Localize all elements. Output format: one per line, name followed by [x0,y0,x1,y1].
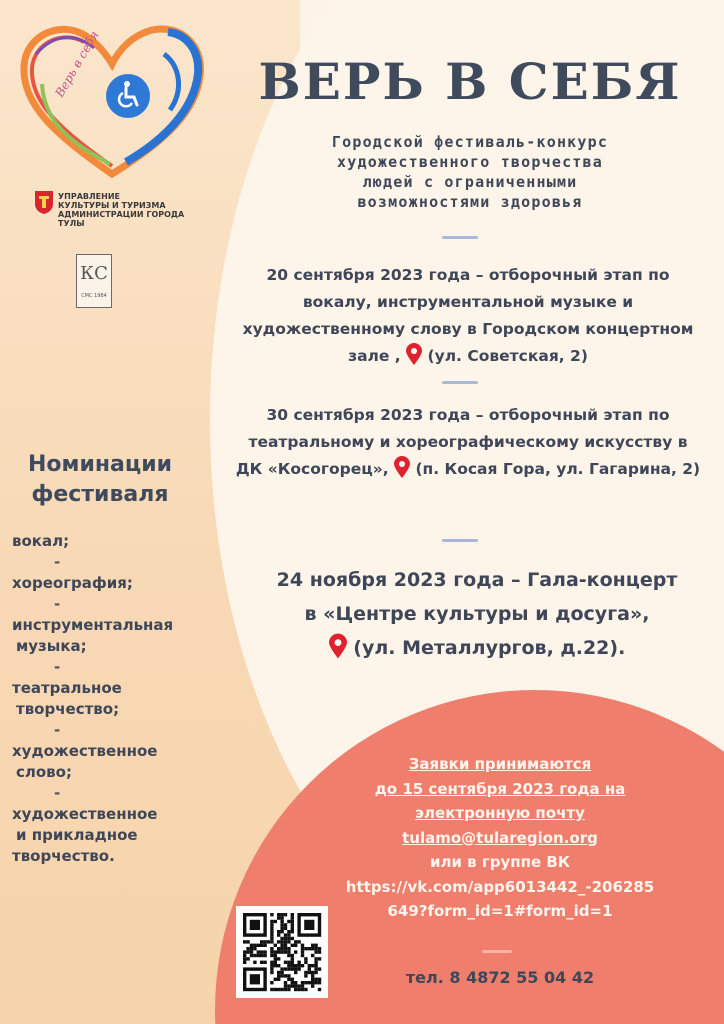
qr-module [304,988,307,991]
qr-module [287,920,290,923]
qr-module [260,950,263,953]
qr-module [246,947,249,950]
qr-module [274,957,277,960]
qr-module [308,981,311,984]
qr-module [291,916,294,919]
qr-module [263,950,266,953]
qr-module [294,950,297,953]
qr-module [318,967,321,970]
vk-link[interactable]: https://vk.com/app6013442_-206285 [345,877,655,896]
event-line: в «Центре культуры и досуга», [304,603,650,625]
qr-module [287,978,290,981]
nomination-item: хореография; [12,574,133,592]
qr-module [284,927,287,930]
qr-module [308,971,311,974]
event-address: (ул. Советская, 2) [427,347,588,365]
qr-module [250,954,253,957]
org-line2: КУЛЬТУРЫ И ТУРИЗМА [58,201,166,210]
qr-module [277,947,280,950]
qr-module [301,964,304,967]
qr-module [287,964,290,967]
application-info [330,752,670,924]
qr-module [304,981,307,984]
event-2 [212,402,724,483]
nomination-item: художественное [12,805,158,823]
event-venue: зале , [348,347,401,365]
qr-module [270,933,273,936]
qr-module [314,950,317,953]
qr-module [294,967,297,970]
separator: - [54,553,61,571]
qr-module [291,930,294,933]
qr-module [287,961,290,964]
qr-module [280,950,283,953]
qr-module [284,961,287,964]
qr-module [291,944,294,947]
email-link[interactable]: tulamo@tularegion.org [402,828,598,847]
subtitle-line: художественного творчества [337,153,603,171]
qr-module [284,967,287,970]
qr-module [314,978,317,981]
qr-module [253,944,256,947]
qr-module [284,974,287,977]
qr-module [291,937,294,940]
qr-module [301,981,304,984]
qr-module [274,944,277,947]
qr-module [294,988,297,991]
qr-module [311,954,314,957]
qr-module [284,984,287,987]
qr-module [243,954,246,957]
event-line: вокалу, инструментальной музыке и [302,293,634,311]
qr-module [294,964,297,967]
qr-module [294,971,297,974]
qr-module [277,988,280,991]
qr-module [301,988,304,991]
qr-module [291,981,294,984]
qr-module [287,940,290,943]
qr-module [270,971,273,974]
apply-line: до 15 сентября 2023 года на [374,779,626,798]
subtitle [225,132,715,212]
nomination-item: театральное [12,679,122,697]
qr-module [260,954,263,957]
qr-module [287,954,290,957]
qr-module [301,950,304,953]
separator: - [54,784,61,802]
qr-module [253,947,256,950]
qr-module [270,964,273,967]
qr-module [274,978,277,981]
qr-module [287,988,290,991]
qr-module [318,981,321,984]
qr-module [287,937,290,940]
qr-module [270,927,273,930]
qr-module [267,940,270,943]
qr-module [243,961,246,964]
qr-module [311,974,314,977]
qr-module [250,950,253,953]
qr-module [311,944,314,947]
qr-module [250,947,253,950]
qr-module [318,978,321,981]
qr-finder [250,920,260,930]
qr-module [284,937,287,940]
qr-module [274,961,277,964]
ks-letters: КС [80,263,108,284]
apply-line: электронную почту [415,804,585,822]
qr-module [277,974,280,977]
qr-module [297,961,300,964]
qr-module [243,940,246,943]
qr-module [304,971,307,974]
qr-module [280,930,283,933]
event-line: художественному слову в Городском концертном [242,320,694,338]
qr-module [260,961,263,964]
subtitle-line: возможностями здоровья [357,193,583,211]
qr-module [257,950,260,953]
event-location-line [230,631,724,665]
qr-module [287,947,290,950]
divider [442,381,478,384]
qr-module [277,940,280,943]
location-pin-icon [406,343,422,365]
event-line: 30 сентября 2023 года – отборочный этап по [266,406,670,424]
qr-module [263,944,266,947]
page-title: ВЕРЬ В СЕБЯ [258,52,682,111]
qr-module [297,967,300,970]
qr-module [287,930,290,933]
qr-module [270,967,273,970]
qr-module [318,957,321,960]
event-line: театральному и хореографическому искусству в [248,433,688,451]
qr-module [270,947,273,950]
qr-module [277,971,280,974]
event-location-line [212,456,724,483]
qr-module [277,957,280,960]
qr-module [270,937,273,940]
nominations-title-line1: Номинации [27,452,173,477]
qr-module [280,913,283,916]
qr-module [314,957,317,960]
qr-module [277,978,280,981]
qr-module [308,967,311,970]
qr-module [263,940,266,943]
qr-module [246,950,249,953]
qr-module [243,950,246,953]
org-line3: АДМИНИСТРАЦИИ ГОРОДА ТУЛЫ [58,210,185,228]
qr-module [270,954,273,957]
nomination-item: творчество. [12,847,115,865]
qr-module [314,971,317,974]
qr-module [270,981,273,984]
qr-module [301,944,304,947]
qr-module [277,916,280,919]
divider [442,539,478,542]
qr-module [277,913,280,916]
apply-line: или в группе ВК [429,853,571,871]
qr-module [270,920,273,923]
qr-module [274,988,277,991]
qr-module [291,923,294,926]
qr-module [291,964,294,967]
qr-module [314,961,317,964]
event-address: (ул. Металлургов, д.22). [353,637,626,659]
qr-module [243,957,246,960]
nomination-item: инструментальная [12,616,174,634]
qr-module [284,988,287,991]
separator: - [54,658,61,676]
event-venue: ДК «Косогорец», [235,460,389,478]
qr-module [291,967,294,970]
qr-module [284,933,287,936]
qr-module [291,961,294,964]
qr-module [274,950,277,953]
qr-finder [250,974,260,984]
qr-module [284,950,287,953]
qr-module [280,944,283,947]
qr-module [284,981,287,984]
qr-module [318,947,321,950]
event-1 [212,262,724,370]
qr-module [287,950,290,953]
qr-module [280,974,283,977]
qr-module [277,950,280,953]
qr-module [253,961,256,964]
qr-module [304,957,307,960]
qr-module [270,961,273,964]
qr-module [246,957,249,960]
org-line1: УПРАВЛЕНИЕ [58,192,120,201]
qr-module [291,984,294,987]
event-3 [230,563,724,665]
qr-module [280,916,283,919]
qr-module [246,940,249,943]
qr-module [318,988,321,991]
location-pin-icon [329,633,347,659]
qr-module [280,923,283,926]
qr-module [260,944,263,947]
event-line: 24 ноября 2023 года – Гала-концерт [276,569,678,591]
coat-of-arms-icon [34,190,54,214]
phone-number: тел. 8 4872 55 04 42 [405,968,595,987]
qr-module [280,947,283,950]
nomination-item: художественное [12,742,158,760]
nomination-item: вокал; [12,532,70,550]
apply-line: Заявки принимаются [408,755,592,773]
qr-module [308,947,311,950]
qr-module [257,954,260,957]
ks-logo [76,254,112,308]
qr-module [280,940,283,943]
qr-module [294,984,297,987]
qr-module [301,954,304,957]
qr-module [277,930,280,933]
qr-module [253,954,256,957]
qr-module [304,961,307,964]
qr-module [314,947,317,950]
qr-module [270,930,273,933]
qr-module [280,967,283,970]
qr-module [284,940,287,943]
vk-link-continued[interactable]: 649?form_id=1#form_id=1 [387,902,613,920]
event-address: (п. Косая Гора, ул. Гагарина, 2) [415,460,701,478]
separator: - [54,595,61,613]
qr-module [257,944,260,947]
separator: - [54,721,61,739]
qr-module [291,920,294,923]
qr-module [277,933,280,936]
qr-module [314,964,317,967]
qr-module [291,927,294,930]
qr-module [280,920,283,923]
qr-module [270,950,273,953]
qr-module [297,940,300,943]
qr-module [287,974,290,977]
wheelchair-icon [114,80,142,110]
event-location-line [212,343,724,370]
nomination-item: музыка; [16,637,87,655]
nomination-item: и прикладное [16,826,138,844]
divider [442,236,478,239]
qr-module [297,988,300,991]
qr-module [308,964,311,967]
qr-module [250,944,253,947]
qr-module [314,981,317,984]
event-line: 20 сентября 2023 года – отборочный этап по [266,266,670,284]
qr-module [311,964,314,967]
qr-module [270,940,273,943]
heart-text: Верь в себя [52,28,102,100]
qr-module [304,947,307,950]
qr-module [263,954,266,957]
qr-module [287,933,290,936]
qr-module [318,950,321,953]
qr-module [260,940,263,943]
qr-module [291,957,294,960]
qr-module [291,913,294,916]
qr-module [274,954,277,957]
qr-module [274,920,277,923]
qr-module [280,971,283,974]
qr-module [287,984,290,987]
divider [482,950,512,953]
qr-module [294,981,297,984]
qr-module [311,971,314,974]
qr-module [294,944,297,947]
qr-module [291,978,294,981]
qr-module [314,944,317,947]
qr-module [274,964,277,967]
location-pin-icon [394,456,410,478]
nomination-item: творчество; [16,700,120,718]
qr-module [280,988,283,991]
qr-module [301,947,304,950]
qr-module [270,923,273,926]
qr-module [291,954,294,957]
subtitle-line: Городской фестиваль-конкурс [331,133,609,151]
qr-module [284,944,287,947]
qr-module [297,984,300,987]
qr-module [311,947,314,950]
qr-module [280,927,283,930]
qr-module [284,913,287,916]
qr-module [294,940,297,943]
nominations-list [12,531,212,867]
qr-module [301,984,304,987]
qr-module [284,947,287,950]
qr-module [311,984,314,987]
qr-code[interactable] [236,906,328,998]
qr-module [287,967,290,970]
qr-finder [304,920,314,930]
qr-module [263,961,266,964]
qr-module [284,923,287,926]
qr-module [270,988,273,991]
qr-module [277,964,280,967]
qr-module [297,964,300,967]
ks-small: СМС 1984 [81,293,107,299]
nominations-title [10,450,190,510]
festival-logo [14,14,210,184]
subtitle-line: людей с ограниченными [362,173,578,191]
qr-module [280,937,283,940]
qr-module [311,978,314,981]
qr-module [311,981,314,984]
nominations-title-line2: фестиваля [31,482,169,507]
qr-module [314,967,317,970]
qr-module [304,974,307,977]
qr-module [270,913,273,916]
nomination-item: слово; [16,763,72,781]
